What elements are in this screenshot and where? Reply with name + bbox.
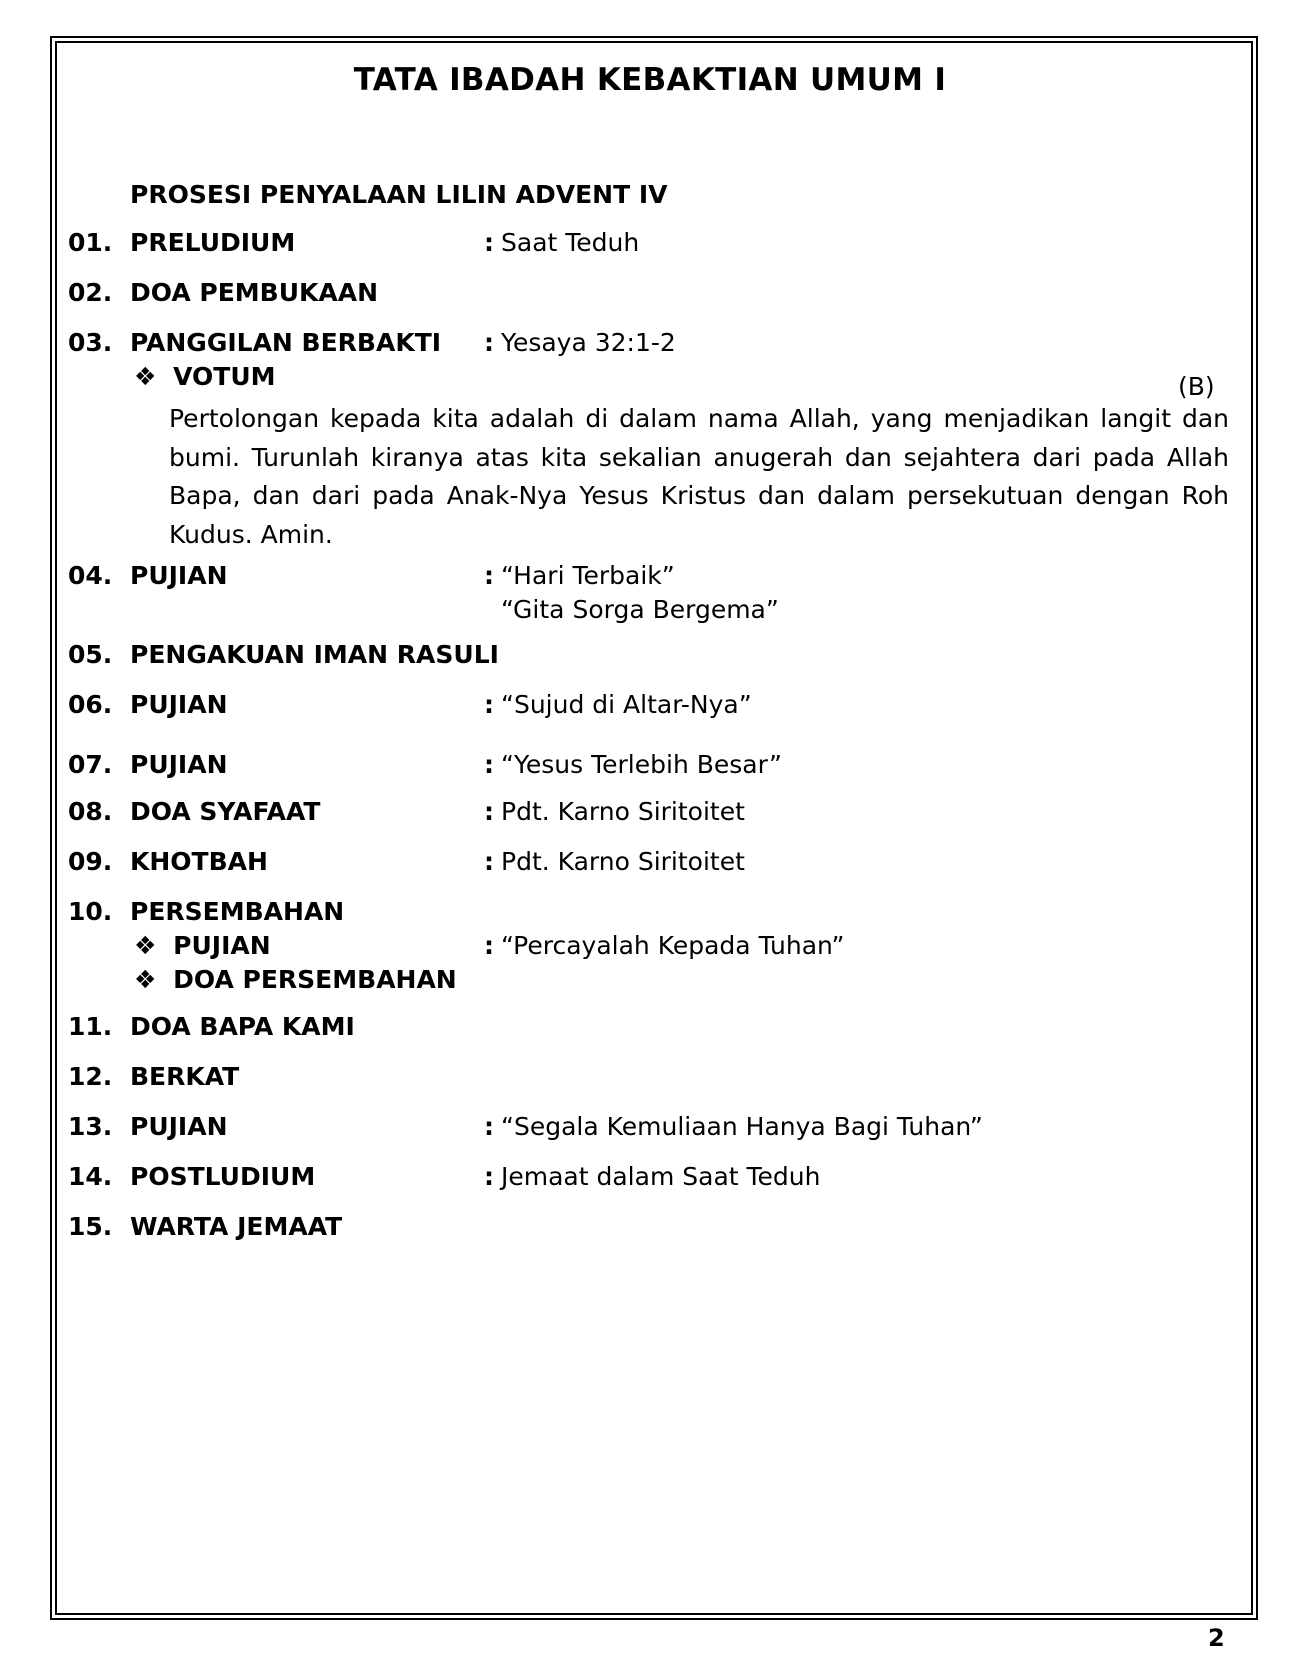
item-value-song: “Hari Terbaik”: [501, 561, 675, 590]
item-value-song: “Percayalah Kepada Tuhan”: [501, 931, 845, 960]
item-value-panggilan-berbakti: Yesaya 32:1-2: [501, 328, 676, 357]
colon: :: [484, 690, 494, 719]
diamond-bullet-icon: ❖: [134, 931, 157, 960]
sub-label: DOA PERSEMBAHAN: [173, 965, 457, 994]
item-value-leader: Pdt. Karno Siritoitet: [501, 797, 745, 826]
item-label-khotbah: KHOTBAH: [130, 847, 268, 876]
item-number: 12.: [68, 1062, 113, 1091]
page-title: TATA IBADAH KEBAKTIAN UMUM I: [353, 62, 947, 98]
colon: :: [484, 1162, 494, 1191]
item-label-pengakuan-iman: PENGAKUAN IMAN RASULI: [130, 640, 499, 669]
item-value-postludium: Jemaat dalam Saat Teduh: [501, 1162, 821, 1191]
item-number: 06.: [68, 690, 113, 719]
colon: :: [484, 228, 494, 257]
colon: :: [484, 797, 494, 826]
votum-text: Pertolongan kepada kita adalah di dalam nama Allah, yang menjadikan langit dan bumi. Turunlah kiranya atas kita sekalian anugerah dan sejahtera dari pada Allah Bapa, dan dari pada Anak-Nya Yesus Kristus dan dalam persekutuan dengan Roh Kudus. Amin.: [169, 404, 1229, 549]
sub-label: PUJIAN: [173, 931, 271, 960]
item-label-doa-syafaat: DOA SYAFAAT: [130, 797, 321, 826]
colon: :: [484, 847, 494, 876]
item-number: 03.: [68, 328, 113, 357]
item-value-song: “Yesus Terlebih Besar”: [501, 750, 782, 779]
item-value-leader: Pdt. Karno Siritoitet: [501, 847, 745, 876]
item-label-preludium: PRELUDIUM: [130, 228, 296, 257]
item-label-doa-pembukaan: DOA PEMBUKAAN: [130, 278, 379, 307]
page-number: 2: [1208, 1624, 1225, 1652]
item-label-berkat: BERKAT: [130, 1062, 240, 1091]
colon: :: [484, 750, 494, 779]
colon: :: [484, 931, 494, 960]
item-label-doa-bapa-kami: DOA BAPA KAMI: [130, 1012, 355, 1041]
item-label-panggilan-berbakti: PANGGILAN BERBAKTI: [130, 328, 442, 357]
item-number: 15.: [68, 1212, 113, 1241]
item-number: 11.: [68, 1012, 113, 1041]
item-number: 08.: [68, 797, 113, 826]
item-value-song: “Sujud di Altar-Nya”: [501, 690, 752, 719]
item-number: 04.: [68, 561, 113, 590]
item-label-postludium: POSTLUDIUM: [130, 1162, 316, 1191]
item-number: 07.: [68, 750, 113, 779]
item-number: 01.: [68, 228, 113, 257]
item-label-pujian: PUJIAN: [130, 690, 228, 719]
item-number: 13.: [68, 1112, 113, 1141]
votum-responder: (B): [1178, 372, 1215, 401]
item-number: 10.: [68, 897, 113, 926]
persembahan-sub-pujian: [134, 931, 271, 960]
item-label-pujian: PUJIAN: [130, 750, 228, 779]
item-label-pujian: PUJIAN: [130, 561, 228, 590]
item-number: 14.: [68, 1162, 113, 1191]
colon: :: [484, 1112, 494, 1141]
item-value-song: “Segala Kemuliaan Hanya Bagi Tuhan”: [501, 1112, 983, 1141]
item-label-persembahan: PERSEMBAHAN: [130, 897, 345, 926]
item-label-warta-jemaat: WARTA JEMAAT: [130, 1212, 343, 1241]
colon: :: [484, 561, 494, 590]
colon: :: [484, 328, 494, 357]
diamond-bullet-icon: ❖: [134, 965, 157, 994]
votum-heading: [134, 362, 276, 391]
diamond-bullet-icon: ❖: [134, 362, 157, 391]
item-value-song: “Gita Sorga Bergema”: [501, 595, 779, 624]
item-number: 05.: [68, 640, 113, 669]
item-number: 02.: [68, 278, 113, 307]
item-number: 09.: [68, 847, 113, 876]
item-value-preludium: Saat Teduh: [501, 228, 640, 257]
procession-heading: PROSESI PENYALAAN LILIN ADVENT IV: [130, 180, 668, 209]
item-label-pujian: PUJIAN: [130, 1112, 228, 1141]
persembahan-sub-doa: [134, 965, 457, 994]
votum-label: VOTUM: [173, 362, 276, 391]
